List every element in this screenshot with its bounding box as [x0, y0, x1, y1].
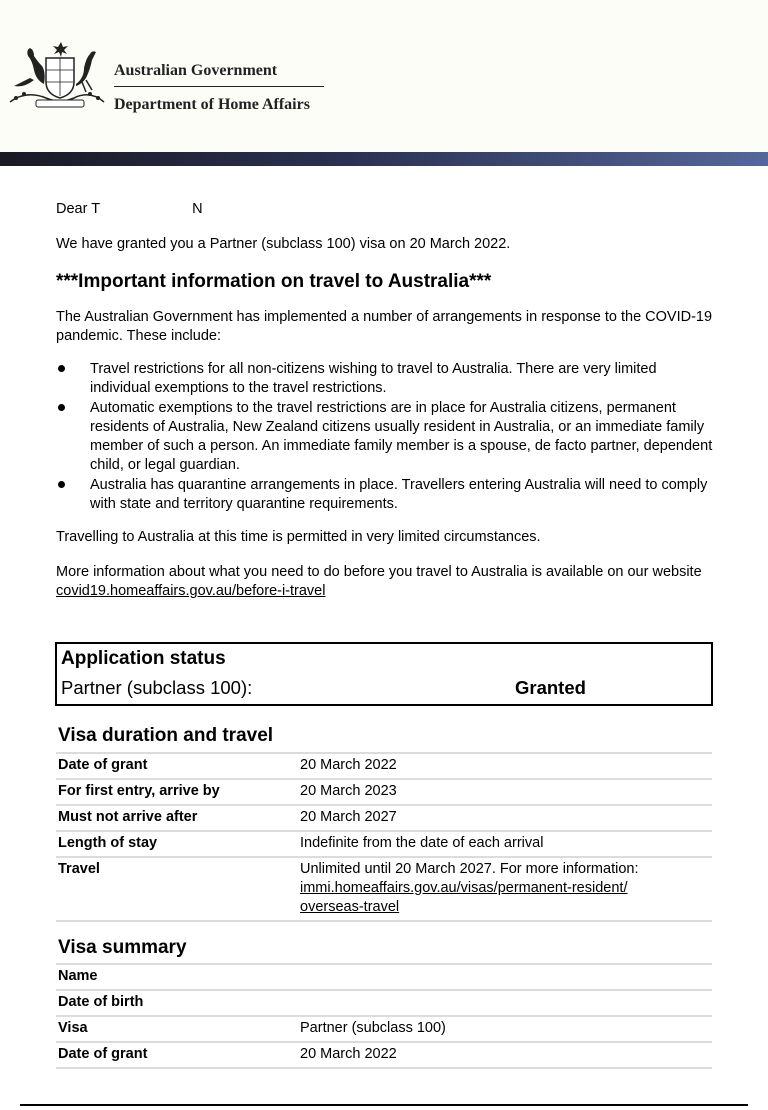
before-travel-link[interactable]: covid19.homeaffairs.gov.au/before-i-travel: [56, 583, 326, 599]
more-info-text: More information about what you need to do before you travel to Australia is available on our website: [56, 564, 702, 580]
table-row: Name: [56, 964, 712, 990]
government-name: Australian Government: [114, 62, 278, 79]
header-divider: [114, 86, 324, 87]
last-name: N: [192, 201, 203, 217]
permitted-note: Travelling to Australia at this time is permitted in very limited circumstances.: [56, 529, 541, 545]
travel-value: Unlimited until 20 March 2027. For more information:: [300, 861, 639, 877]
greeting: Dear: [56, 201, 88, 217]
table-row: Date of grant 20 March 2022: [56, 1042, 712, 1068]
header-band: [0, 152, 768, 166]
grant-intro: We have granted you a Partner (subclass 100) visa on 20 March 2022.: [56, 236, 511, 252]
bullet-icon: [58, 481, 65, 488]
table-row: Visa Partner (subclass 100): [56, 1016, 712, 1042]
letter-body: [56, 200, 716, 601]
application-status-title: Application status: [61, 648, 226, 669]
more-info: [56, 563, 716, 601]
list-item: Travel restrictions for all non-citizens wishing to travel to Australia. There are very limited individual exemptions to the travel restrictions.: [56, 360, 716, 398]
list-item: Automatic exemptions to the travel restrictions are in place for Australia citizens, permanent residents of Australia, New Zealand citizens usually resident in Australia, or an immediate family member of such a person. An immediate family member is a spouse, de facto partner, dependent child, or legal guardian.: [56, 399, 716, 475]
visa-duration-title: Visa duration and travel: [58, 725, 274, 746]
visa-duration-table: [56, 752, 712, 922]
table-row: Travel Unlimited until 20 March 2027. For more information: immi.homeaffairs.gov.au/visas/permanent-resident/ overseas-travel: [56, 857, 712, 921]
first-name: T: [91, 201, 101, 217]
overseas-travel-link[interactable]: immi.homeaffairs.gov.au/visas/permanent-resident/ overseas-travel: [300, 880, 628, 915]
visa-summary-table: [56, 963, 712, 1069]
coat-of-arms-logo: [6, 40, 106, 112]
salutation: [56, 200, 716, 219]
table-row: For first entry, arrive by 20 March 2023: [56, 779, 712, 805]
covid-intro: The Australian Government has implemented a number of arrangements in response to the COVID-19 pandemic. These include:: [56, 309, 713, 344]
visa-summary-title: Visa summary: [58, 937, 187, 958]
travel-restrictions-list: [56, 360, 716, 514]
status-badge: Granted: [515, 677, 586, 698]
footer-divider: [20, 1104, 748, 1106]
bullet-icon: [58, 404, 65, 411]
table-row: Must not arrive after 20 March 2027: [56, 805, 712, 831]
table-row: Length of stay Indefinite from the date of each arrival: [56, 831, 712, 857]
application-status-box: [55, 642, 713, 706]
table-row: Date of grant 20 March 2022: [56, 753, 712, 779]
status-visa-label: Partner (subclass 100):: [61, 677, 253, 698]
bullet-icon: [58, 365, 65, 372]
table-row: Date of birth: [56, 990, 712, 1016]
letterhead: [0, 0, 768, 152]
important-heading: ***Important information on travel to Australia***: [56, 271, 492, 292]
department-name: Department of Home Affairs: [114, 96, 310, 113]
list-item: Australia has quarantine arrangements in place. Travellers entering Australia will need to comply with state and territory quarantine requirements.: [56, 476, 716, 514]
